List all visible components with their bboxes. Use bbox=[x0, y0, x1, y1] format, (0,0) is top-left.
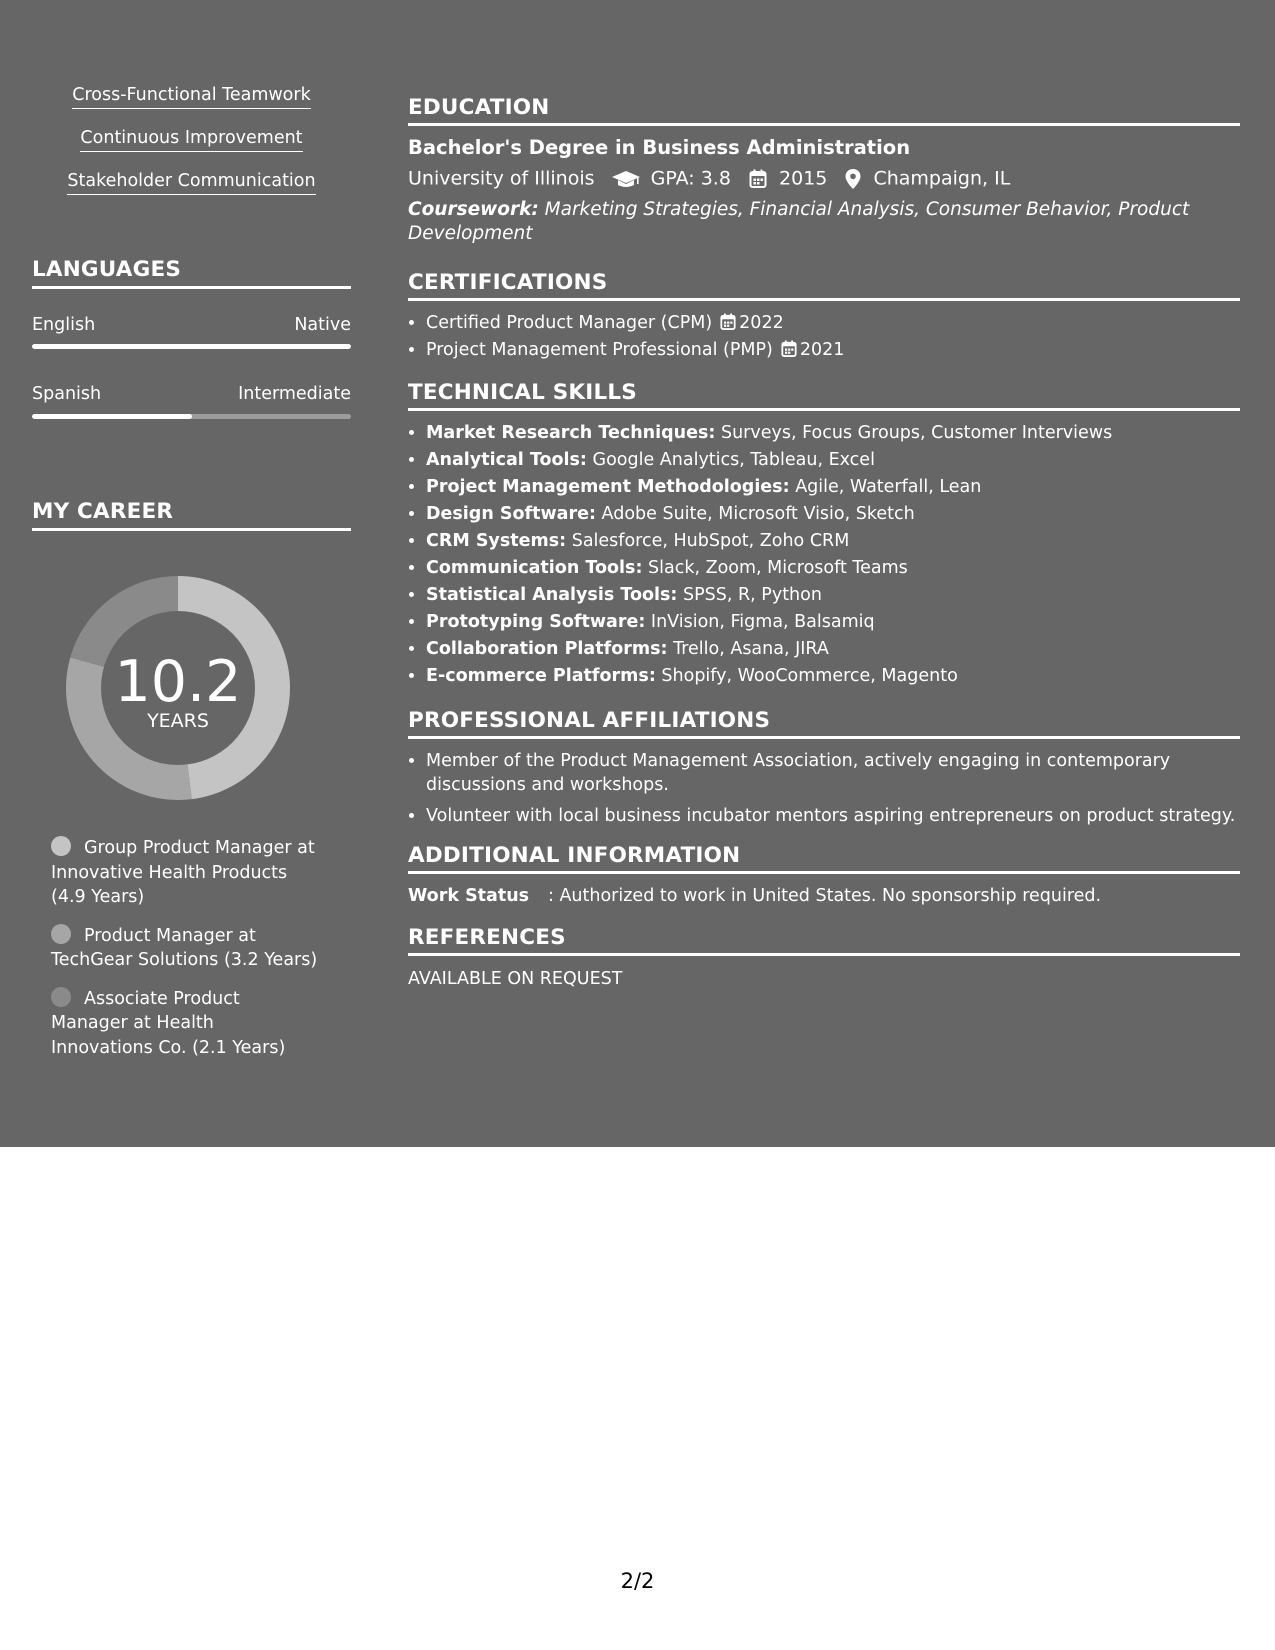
work-status-label: Work Status bbox=[408, 886, 530, 906]
education-location: Champaign, IL bbox=[873, 167, 1011, 190]
career-role bbox=[51, 987, 321, 1061]
strength-item: Stakeholder Communication bbox=[67, 170, 315, 195]
skill-value: Adobe Suite, Microsoft Visio, Sketch bbox=[601, 504, 915, 524]
coursework-text: Marketing Strategies, Financial Analysis, Consumer Behavior, Product Development bbox=[408, 199, 1190, 244]
legend-dot-icon bbox=[51, 987, 71, 1007]
skill-label: Communication Tools: bbox=[426, 558, 643, 578]
skill-value: Trello, Asana, JIRA bbox=[673, 639, 829, 659]
career-total bbox=[66, 576, 290, 800]
calendar-icon bbox=[720, 313, 736, 330]
graduation-cap-icon bbox=[611, 170, 641, 188]
skill-label: E-commerce Platforms: bbox=[426, 666, 656, 686]
skill-item bbox=[426, 582, 1240, 609]
career-roles-list bbox=[51, 836, 321, 1074]
certifications-heading: CERTIFICATIONS bbox=[408, 270, 1240, 301]
skill-label: Market Research Techniques: bbox=[426, 423, 716, 443]
education-degree: Bachelor's Degree in Business Administration bbox=[408, 136, 911, 159]
legend-dot-icon bbox=[51, 836, 71, 856]
language-level: Native bbox=[294, 315, 351, 335]
education-coursework bbox=[408, 198, 1208, 246]
references-heading: REFERENCES bbox=[408, 925, 1240, 956]
certification-item bbox=[426, 337, 1240, 364]
career-total-value: 10.2 bbox=[114, 649, 242, 715]
skill-value: Surveys, Focus Groups, Customer Interviews bbox=[720, 423, 1113, 443]
skill-item bbox=[426, 555, 1240, 582]
technical-skills-list bbox=[408, 420, 1240, 690]
certification-name: Certified Product Manager (CPM) bbox=[426, 313, 713, 333]
work-status-value: : Authorized to work in United States. No sponsorship required. bbox=[548, 886, 1102, 906]
skill-value: Shopify, WooCommerce, Magento bbox=[661, 666, 958, 686]
skill-item bbox=[426, 420, 1240, 447]
calendar-icon bbox=[749, 169, 767, 188]
skill-item bbox=[426, 636, 1240, 663]
skill-item bbox=[426, 609, 1240, 636]
skill-label: Prototyping Software: bbox=[426, 612, 646, 632]
certification-item bbox=[426, 310, 1240, 337]
career-role-label: Product Manager at TechGear Solutions (3.2 Years) bbox=[51, 925, 318, 970]
technical-skills-heading: TECHNICAL SKILLS bbox=[408, 380, 1240, 411]
skill-item bbox=[426, 663, 1240, 690]
skill-value: Agile, Waterfall, Lean bbox=[795, 477, 982, 497]
career-role-label: Group Product Manager at Innovative Health Products (4.9 Years) bbox=[51, 838, 315, 907]
education-meta bbox=[408, 167, 1010, 190]
strength-item: Continuous Improvement bbox=[80, 127, 302, 152]
location-pin-icon bbox=[845, 169, 861, 189]
language-bar-fill bbox=[32, 344, 351, 349]
skill-label: Design Software: bbox=[426, 504, 596, 524]
skill-label: Analytical Tools: bbox=[426, 450, 587, 470]
skill-label: Project Management Methodologies: bbox=[426, 477, 790, 497]
certifications-list bbox=[408, 310, 1240, 364]
career-role-label: Associate Product Manager at Health Innovations Co. (2.1 Years) bbox=[51, 988, 286, 1058]
skill-value: Slack, Zoom, Microsoft Teams bbox=[648, 558, 908, 578]
references-text: AVAILABLE ON REQUEST bbox=[408, 969, 623, 989]
legend-dot-icon bbox=[51, 924, 71, 944]
affiliation-item: • Volunteer with local business incubator mentors aspiring entrepreneurs on product strategy. bbox=[426, 804, 1240, 828]
skill-item bbox=[426, 501, 1240, 528]
coursework-label: Coursework: bbox=[408, 199, 539, 220]
skill-value: Salesforce, HubSpot, Zoho CRM bbox=[571, 531, 850, 551]
skill-label: Statistical Analysis Tools: bbox=[426, 585, 678, 605]
education-year: 2015 bbox=[779, 167, 828, 190]
language-bar bbox=[32, 414, 351, 419]
skill-value: InVision, Figma, Balsamiq bbox=[650, 612, 875, 632]
affiliation-item: • Member of the Product Management Association, actively engaging in contemporary discussions and workshops. bbox=[426, 749, 1240, 797]
education-gpa: GPA: 3.8 bbox=[650, 167, 731, 190]
page-number: 2/2 bbox=[620, 1569, 655, 1593]
skill-item bbox=[426, 447, 1240, 474]
strength-item: Cross-Functional Teamwork bbox=[72, 84, 310, 109]
language-name: English bbox=[32, 315, 96, 335]
languages-heading: LANGUAGES bbox=[32, 257, 351, 289]
additional-info-heading: ADDITIONAL INFORMATION bbox=[408, 843, 1240, 874]
skill-item bbox=[426, 474, 1240, 501]
skill-item bbox=[426, 528, 1240, 555]
language-name: Spanish bbox=[32, 384, 102, 404]
certification-name: Project Management Professional (PMP) bbox=[426, 340, 773, 360]
certification-year: 2022 bbox=[739, 313, 784, 333]
education-heading: EDUCATION bbox=[408, 95, 1240, 126]
skill-value: SPSS, R, Python bbox=[683, 585, 822, 605]
education-school: University of Illinois bbox=[408, 167, 595, 190]
skill-label: CRM Systems: bbox=[426, 531, 567, 551]
skill-value: Google Analytics, Tableau, Excel bbox=[592, 450, 875, 470]
affiliations-heading: PROFESSIONAL AFFILIATIONS bbox=[408, 708, 1240, 739]
strengths-list bbox=[32, 84, 351, 213]
skill-label: Collaboration Platforms: bbox=[426, 639, 668, 659]
career-heading: MY CAREER bbox=[32, 499, 351, 531]
affiliations-list bbox=[408, 749, 1240, 835]
certification-year: 2021 bbox=[799, 340, 845, 360]
career-total-unit: YEARS bbox=[147, 710, 209, 732]
language-bar bbox=[32, 344, 351, 349]
career-role bbox=[51, 836, 321, 910]
calendar-icon bbox=[781, 340, 797, 357]
work-status-row bbox=[408, 886, 1101, 906]
language-bar-fill bbox=[32, 414, 192, 419]
career-role bbox=[51, 924, 321, 973]
language-level: Intermediate bbox=[238, 384, 351, 404]
